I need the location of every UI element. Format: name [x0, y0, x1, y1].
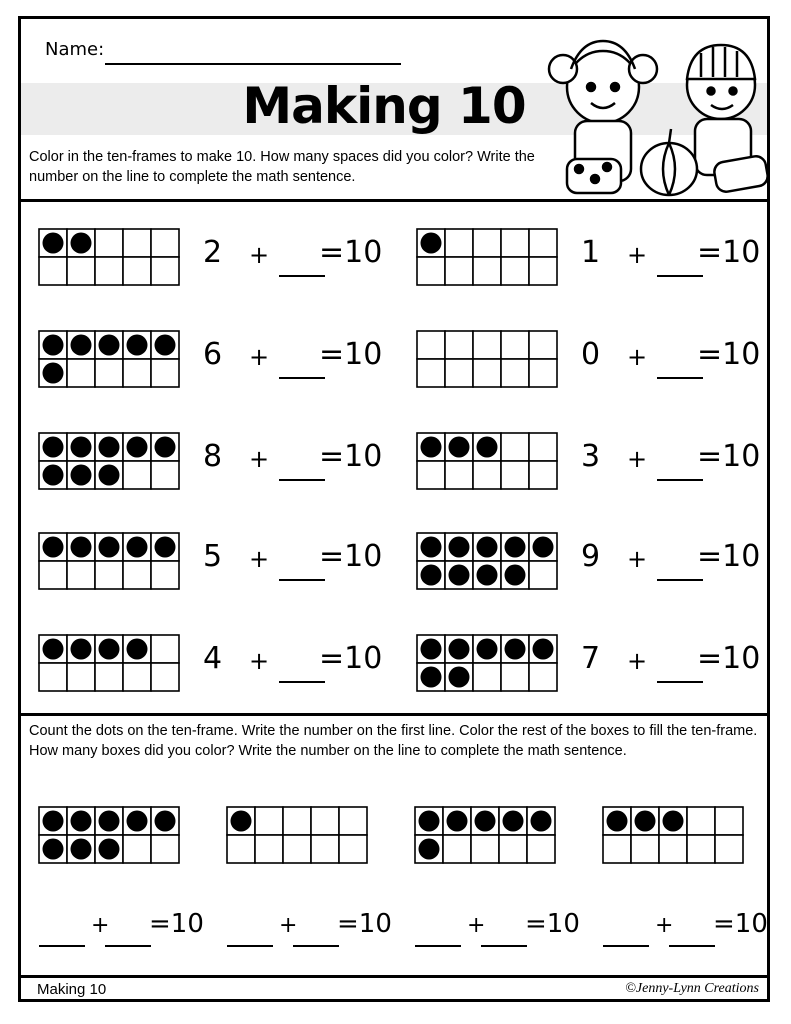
- ten-frame-cell[interactable]: [95, 257, 123, 285]
- addend-number: 9: [581, 539, 601, 574]
- dot-icon: [155, 537, 176, 558]
- ten-frame-cell[interactable]: [151, 229, 179, 257]
- ten-frame-cell[interactable]: [473, 461, 501, 489]
- dot-icon: [419, 811, 440, 832]
- ten-frame-cell[interactable]: [39, 561, 67, 589]
- ten-frame-cell[interactable]: [603, 835, 631, 863]
- ten-frame-cell[interactable]: [417, 331, 445, 359]
- addend-number: 1: [581, 235, 601, 270]
- ten-frame-cell[interactable]: [151, 635, 179, 663]
- answer-blank[interactable]: [657, 479, 703, 481]
- footer-title: Making 10: [37, 981, 107, 998]
- equals-ten: =10: [697, 641, 761, 676]
- dot-icon: [71, 335, 92, 356]
- dot-icon: [421, 233, 442, 254]
- addend-number: 7: [581, 641, 601, 676]
- answer-blank[interactable]: [279, 377, 325, 379]
- answer-blank[interactable]: [481, 945, 527, 947]
- plus-sign: +: [249, 241, 270, 269]
- equals-ten: =10: [319, 641, 383, 676]
- answer-blank[interactable]: [669, 945, 715, 947]
- answer-blank[interactable]: [657, 579, 703, 581]
- divider: [21, 713, 767, 716]
- ten-frame-cell[interactable]: [95, 561, 123, 589]
- dot-icon: [71, 233, 92, 254]
- dot-icon: [533, 537, 554, 558]
- plus-sign: +: [249, 545, 270, 573]
- dot-icon: [505, 565, 526, 586]
- ten-frame-cell[interactable]: [687, 807, 715, 835]
- plus-sign: +: [627, 343, 648, 371]
- ten-frame-cell[interactable]: [311, 807, 339, 835]
- dot-icon: [449, 639, 470, 660]
- dot-icon: [43, 839, 64, 860]
- ten-frame-cell[interactable]: [95, 663, 123, 691]
- ten-frame[interactable]: [415, 431, 555, 487]
- ten-frame-cell[interactable]: [151, 461, 179, 489]
- ten-frame-cell[interactable]: [499, 835, 527, 863]
- ten-frame-cell[interactable]: [501, 461, 529, 489]
- ten-frame[interactable]: [37, 531, 177, 587]
- ten-frame-cell[interactable]: [501, 663, 529, 691]
- dot-icon: [449, 537, 470, 558]
- answer-blank[interactable]: [657, 377, 703, 379]
- answer-blank[interactable]: [279, 579, 325, 581]
- instructions-part1: Color in the ten-frames to make 10. How many spaces did you color? Write the number on the line to complete the math sentence.: [29, 149, 535, 185]
- dot-icon: [421, 667, 442, 688]
- dot-icon: [449, 667, 470, 688]
- ten-frame-cell[interactable]: [339, 835, 367, 863]
- ten-frame-cell[interactable]: [659, 835, 687, 863]
- ten-frame-cell[interactable]: [339, 807, 367, 835]
- addend-number: 4: [203, 641, 223, 676]
- ten-frame-cell[interactable]: [123, 461, 151, 489]
- plus-sign: +: [627, 647, 648, 675]
- equals-ten: =10: [697, 337, 761, 372]
- dot-icon: [477, 639, 498, 660]
- ten-frame-cell[interactable]: [95, 359, 123, 387]
- ten-frame-cell[interactable]: [417, 359, 445, 387]
- ten-frame-cell[interactable]: [501, 433, 529, 461]
- name-line[interactable]: [105, 63, 401, 65]
- dot-icon: [43, 465, 64, 486]
- ten-frame[interactable]: [225, 805, 365, 861]
- answer-blank[interactable]: [279, 681, 325, 683]
- ten-frame-cell[interactable]: [473, 663, 501, 691]
- dot-icon: [421, 437, 442, 458]
- page-title: Making 10: [242, 77, 526, 135]
- plus-sign: +: [249, 647, 270, 675]
- ten-frame-cell[interactable]: [283, 807, 311, 835]
- instructions-part2: Count the dots on the ten-frame. Write the number on the first line. Color the rest of the boxes to fill the ten-frame. How many boxes did you color? Write the number on the line to complete the math sentence.: [29, 723, 758, 759]
- divider: [21, 199, 767, 202]
- ten-frame[interactable]: [413, 805, 553, 861]
- dot-icon: [127, 335, 148, 356]
- ten-frame-cell[interactable]: [255, 835, 283, 863]
- dot-icon: [607, 811, 628, 832]
- equals-ten: =10: [149, 909, 204, 939]
- ten-frame-cell[interactable]: [501, 229, 529, 257]
- ten-frame[interactable]: [37, 431, 177, 487]
- plus-sign: +: [249, 343, 270, 371]
- dot-icon: [43, 335, 64, 356]
- dot-icon: [475, 811, 496, 832]
- ten-frame-cell[interactable]: [529, 663, 557, 691]
- ten-frame-cell[interactable]: [473, 257, 501, 285]
- dot-icon: [71, 537, 92, 558]
- dot-icon: [43, 363, 64, 384]
- dot-icon: [99, 639, 120, 660]
- ten-frame-cell[interactable]: [529, 331, 557, 359]
- ten-frame-cell[interactable]: [151, 835, 179, 863]
- dot-icon: [421, 639, 442, 660]
- ten-frame[interactable]: [601, 805, 741, 861]
- equals-ten: =10: [319, 235, 383, 270]
- ten-frame-cell[interactable]: [529, 461, 557, 489]
- ten-frame-cell[interactable]: [631, 835, 659, 863]
- dot-icon: [127, 639, 148, 660]
- equals-ten: =10: [319, 439, 383, 474]
- answer-blank[interactable]: [293, 945, 339, 947]
- dot-icon: [505, 639, 526, 660]
- ten-frame-cell[interactable]: [687, 835, 715, 863]
- ten-frame-cell[interactable]: [95, 229, 123, 257]
- ten-frame-cell[interactable]: [445, 257, 473, 285]
- equals-ten: =10: [337, 909, 392, 939]
- ten-frame-cell[interactable]: [123, 663, 151, 691]
- equals-ten: =10: [319, 539, 383, 574]
- ten-frame-cell[interactable]: [715, 835, 743, 863]
- dot-icon: [127, 537, 148, 558]
- ten-frame-cell[interactable]: [529, 433, 557, 461]
- ten-frame-cell[interactable]: [417, 257, 445, 285]
- ten-frame-cell[interactable]: [529, 359, 557, 387]
- ten-frame-cell[interactable]: [67, 663, 95, 691]
- dot-icon: [505, 537, 526, 558]
- ten-frame-cell[interactable]: [151, 663, 179, 691]
- dot-icon: [531, 811, 552, 832]
- dot-icon: [421, 537, 442, 558]
- ten-frame-cell[interactable]: [67, 561, 95, 589]
- ten-frame[interactable]: [415, 227, 555, 283]
- dot-icon: [99, 839, 120, 860]
- dot-icon: [43, 437, 64, 458]
- ten-frame-cell[interactable]: [67, 257, 95, 285]
- ten-frame-cell[interactable]: [417, 461, 445, 489]
- ten-frame-cell[interactable]: [501, 331, 529, 359]
- answer-blank[interactable]: [39, 945, 85, 947]
- answer-blank[interactable]: [657, 275, 703, 277]
- equals-ten: =10: [319, 337, 383, 372]
- ten-frame-cell[interactable]: [445, 461, 473, 489]
- plus-sign: +: [467, 913, 486, 938]
- dot-icon: [43, 537, 64, 558]
- dot-icon: [477, 537, 498, 558]
- answer-blank[interactable]: [105, 945, 151, 947]
- ten-frame-cell[interactable]: [39, 257, 67, 285]
- equals-ten: =10: [697, 539, 761, 574]
- worksheet: [18, 16, 770, 1002]
- ten-frame[interactable]: [415, 329, 555, 385]
- plus-sign: +: [627, 545, 648, 573]
- dot-icon: [447, 811, 468, 832]
- equals-ten: =10: [697, 235, 761, 270]
- answer-blank[interactable]: [279, 479, 325, 481]
- two-kids-with-pumpkin-icon: [545, 29, 769, 201]
- dot-icon: [477, 565, 498, 586]
- dot-icon: [71, 465, 92, 486]
- dot-icon: [663, 811, 684, 832]
- ten-frame-cell[interactable]: [529, 229, 557, 257]
- addend-number: 6: [203, 337, 223, 372]
- dot-icon: [71, 437, 92, 458]
- answer-blank[interactable]: [603, 945, 649, 947]
- ten-frame-cell[interactable]: [471, 835, 499, 863]
- name-label: Name:: [45, 39, 105, 60]
- plus-sign: +: [627, 445, 648, 473]
- dot-icon: [99, 437, 120, 458]
- ten-frame-cell[interactable]: [123, 359, 151, 387]
- dot-icon: [127, 811, 148, 832]
- dot-icon: [231, 811, 252, 832]
- ten-frame-cell[interactable]: [473, 331, 501, 359]
- ten-frame-cell[interactable]: [255, 807, 283, 835]
- addend-number: 0: [581, 337, 601, 372]
- dot-icon: [99, 811, 120, 832]
- ten-frame-cell[interactable]: [151, 257, 179, 285]
- dot-icon: [71, 811, 92, 832]
- ten-frame-cell[interactable]: [123, 257, 151, 285]
- ten-frame-cell[interactable]: [283, 835, 311, 863]
- ten-frame[interactable]: [415, 531, 555, 587]
- ten-frame-cell[interactable]: [473, 229, 501, 257]
- dot-icon: [155, 437, 176, 458]
- dot-icon: [99, 465, 120, 486]
- plus-sign: +: [655, 913, 674, 938]
- ten-frame-cell[interactable]: [445, 229, 473, 257]
- dot-icon: [99, 335, 120, 356]
- dot-icon: [43, 233, 64, 254]
- plus-sign: +: [249, 445, 270, 473]
- ten-frame-cell[interactable]: [529, 561, 557, 589]
- ten-frame-cell[interactable]: [67, 359, 95, 387]
- ten-frame-cell[interactable]: [501, 257, 529, 285]
- ten-frame-cell[interactable]: [39, 663, 67, 691]
- ten-frame-cell[interactable]: [227, 835, 255, 863]
- ten-frame-cell[interactable]: [123, 835, 151, 863]
- ten-frame[interactable]: [37, 329, 177, 385]
- addend-number: 5: [203, 539, 223, 574]
- footer-copyright: ©Jenny-Lynn Creations: [625, 981, 759, 996]
- plus-sign: +: [91, 913, 110, 938]
- ten-frame-cell[interactable]: [445, 331, 473, 359]
- answer-blank[interactable]: [279, 275, 325, 277]
- divider: [21, 975, 767, 978]
- dot-icon: [503, 811, 524, 832]
- dot-icon: [421, 565, 442, 586]
- addend-number: 8: [203, 439, 223, 474]
- equals-ten: =10: [713, 909, 768, 939]
- answer-blank[interactable]: [415, 945, 461, 947]
- addend-number: 2: [203, 235, 223, 270]
- answer-blank[interactable]: [657, 681, 703, 683]
- answer-blank[interactable]: [227, 945, 273, 947]
- dot-icon: [419, 839, 440, 860]
- ten-frame[interactable]: [37, 805, 177, 861]
- ten-frame-cell[interactable]: [529, 257, 557, 285]
- ten-frame-cell[interactable]: [123, 561, 151, 589]
- dot-icon: [43, 811, 64, 832]
- ten-frame-cell[interactable]: [527, 835, 555, 863]
- ten-frame-cell[interactable]: [443, 835, 471, 863]
- ten-frame[interactable]: [415, 633, 555, 689]
- dot-icon: [635, 811, 656, 832]
- dot-icon: [99, 537, 120, 558]
- plus-sign: +: [627, 241, 648, 269]
- equals-ten: =10: [697, 439, 761, 474]
- dot-icon: [155, 335, 176, 356]
- ten-frame-cell[interactable]: [501, 359, 529, 387]
- plus-sign: +: [279, 913, 298, 938]
- dot-icon: [43, 639, 64, 660]
- ten-frame-cell[interactable]: [311, 835, 339, 863]
- ten-frame-cell[interactable]: [715, 807, 743, 835]
- addend-number: 3: [581, 439, 601, 474]
- ten-frame-cell[interactable]: [151, 359, 179, 387]
- ten-frame-cell[interactable]: [123, 229, 151, 257]
- dot-icon: [449, 437, 470, 458]
- dot-icon: [127, 437, 148, 458]
- equals-ten: =10: [525, 909, 580, 939]
- ten-frame-cell[interactable]: [445, 359, 473, 387]
- dot-icon: [155, 811, 176, 832]
- ten-frame-cell[interactable]: [473, 359, 501, 387]
- dot-icon: [533, 639, 554, 660]
- ten-frame[interactable]: [37, 227, 177, 283]
- dot-icon: [449, 565, 470, 586]
- ten-frame[interactable]: [37, 633, 177, 689]
- dot-icon: [71, 839, 92, 860]
- ten-frame-cell[interactable]: [151, 561, 179, 589]
- dot-icon: [71, 639, 92, 660]
- dot-icon: [477, 437, 498, 458]
